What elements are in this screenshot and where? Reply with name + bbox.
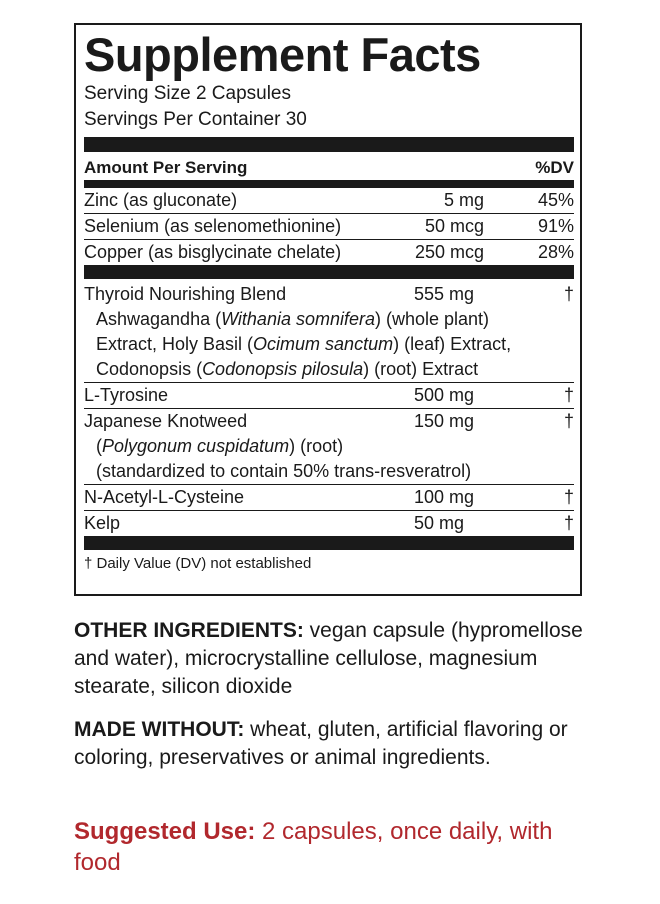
nutrient-dv: 28% — [537, 242, 574, 262]
nutrient-name: Copper (as bisglycinate chelate) — [84, 242, 342, 262]
suggested-use-label: Suggested Use: — [74, 818, 256, 845]
blend-dv: † — [563, 284, 574, 304]
ingredient-amount: 100 mg — [414, 487, 475, 507]
nutrient-name: Selenium (as selenomethionine) — [84, 216, 342, 236]
made-without — [74, 716, 594, 772]
ingredient-amount: 500 mg — [414, 385, 475, 405]
ingredient-name: L-Tyrosine — [84, 385, 169, 405]
made-without-label: MADE WITHOUT: — [74, 718, 245, 741]
table-row — [84, 511, 574, 536]
knotweed-detail-line: (standardized to contain 50% trans-resveratrol) — [96, 461, 472, 481]
suggested-use — [74, 816, 594, 878]
table-row — [84, 485, 574, 511]
serving-size: Serving Size 2 Capsules — [84, 83, 291, 104]
servings-per-container: Servings Per Container 30 — [84, 109, 307, 130]
table-row — [84, 188, 574, 214]
blend-name: Thyroid Nourishing Blend — [84, 284, 287, 304]
nutrient-dv: 45% — [537, 190, 574, 210]
supplement-facts-panel — [74, 23, 582, 596]
table-row — [84, 383, 574, 409]
ingredient-dv: † — [563, 513, 574, 533]
table-row-knotweed — [84, 409, 574, 485]
blend-ingredient-line: Ashwagandha (Withania somnifera) (whole plant) — [96, 309, 490, 329]
ingredient-name: Kelp — [84, 513, 121, 533]
ingredient-name: Japanese Knotweed — [84, 411, 248, 431]
panel-title: Supplement Facts — [84, 28, 481, 81]
ingredient-dv: † — [563, 385, 574, 405]
nutrient-amount: 5 mg — [443, 190, 484, 210]
divider-thick — [84, 265, 574, 279]
blend-ingredient-line: Codonopsis (Codonopsis pilosula) (root) Extract — [96, 359, 479, 379]
divider-medium — [84, 181, 574, 188]
footnote: † Daily Value (DV) not established — [84, 555, 312, 572]
table-row — [84, 214, 574, 240]
header-amount: Amount Per Serving — [84, 158, 248, 177]
blend-ingredient-line: Extract, Holy Basil (Ocimum sanctum) (leaf) Extract, — [96, 334, 512, 354]
ingredient-amount: 50 mg — [414, 513, 465, 533]
ingredient-dv: † — [563, 411, 574, 431]
table-header — [84, 155, 574, 181]
table-row — [84, 240, 574, 265]
nutrient-amount: 50 mcg — [424, 216, 484, 236]
other-ingredients-label: OTHER INGREDIENTS: — [74, 619, 304, 642]
knotweed-detail-line: (Polygonum cuspidatum) (root) — [96, 436, 344, 456]
divider-thick — [84, 137, 574, 152]
made-without-text: wheat, gluten, artificial flavoring or coloring, preservatives or animal ingredients. — [74, 718, 568, 769]
header-dv: %DV — [535, 158, 574, 177]
nutrient-dv: 91% — [537, 216, 574, 236]
blend-amount: 555 mg — [414, 284, 475, 304]
other-ingredients-text: vegan capsule (hypromellose and water), microcrystalline cellulose, magnesium stearate, silicon dioxide — [74, 619, 583, 698]
suggested-use-text: 2 capsules, once daily, with food — [74, 818, 553, 876]
other-ingredients — [74, 617, 594, 701]
nutrient-amount: 250 mcg — [414, 242, 484, 262]
ingredient-amount: 150 mg — [414, 411, 475, 431]
ingredient-dv: † — [563, 487, 574, 507]
nutrient-name: Zinc (as gluconate) — [84, 190, 238, 210]
table-row-blend — [84, 279, 574, 383]
ingredient-name: N-Acetyl-L-Cysteine — [84, 487, 245, 507]
divider-thick — [84, 536, 574, 550]
